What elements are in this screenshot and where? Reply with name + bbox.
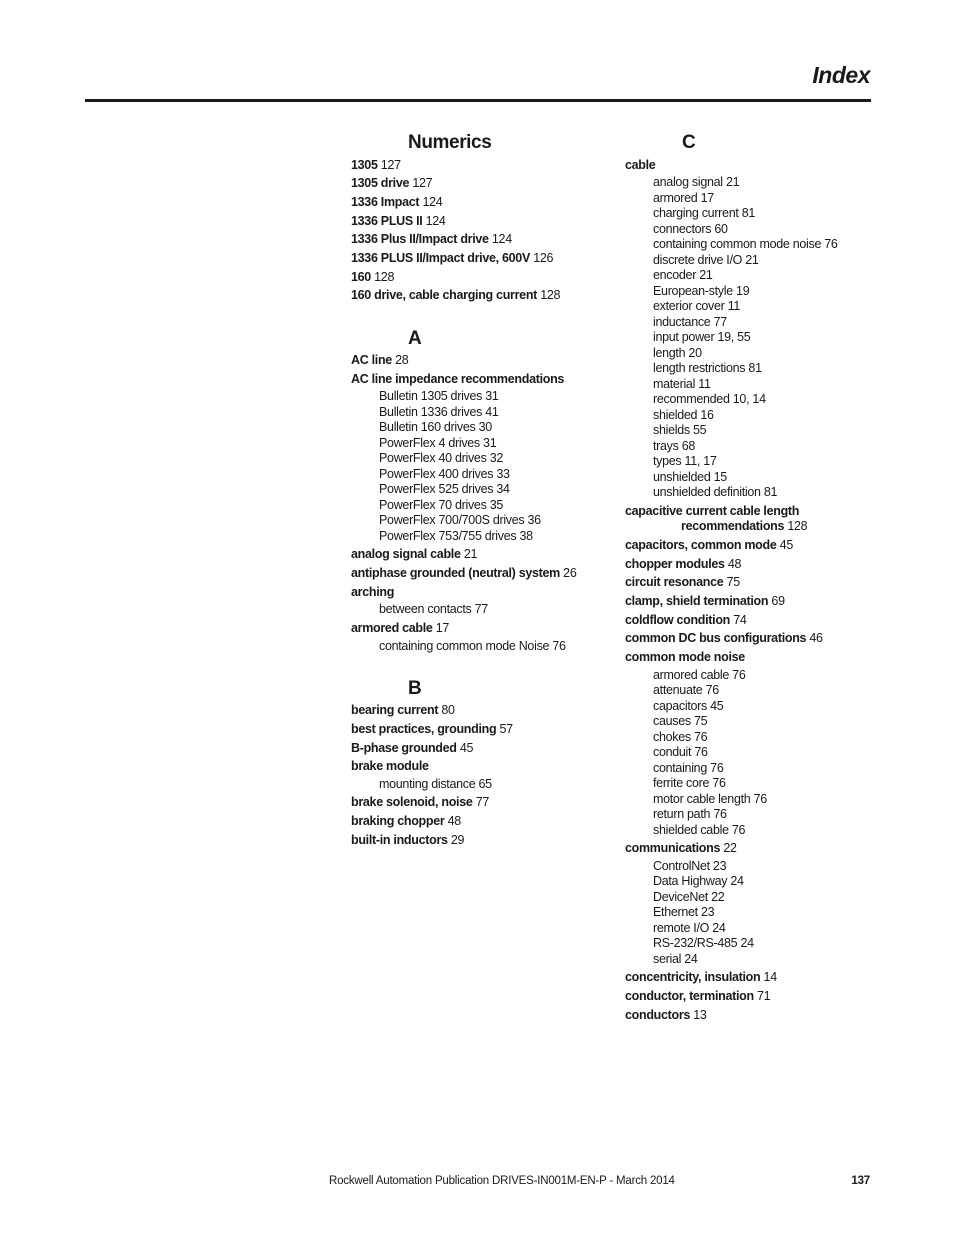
entry-term: AC line impedance recommendations bbox=[351, 371, 565, 386]
subentry: discrete drive I/O 21 bbox=[653, 252, 759, 267]
subentry: length 20 bbox=[653, 345, 702, 360]
subentry: capacitors 45 bbox=[653, 698, 724, 713]
index-entry bbox=[351, 583, 601, 619]
entry-pages: 75 bbox=[726, 575, 740, 590]
entry-pages: 22 bbox=[723, 841, 737, 856]
index-section bbox=[351, 130, 601, 306]
subentry: ferrite core 76 bbox=[653, 776, 726, 791]
subentry: input power 19, 55 bbox=[653, 330, 751, 345]
entry-term: antiphase grounded (neutral) system bbox=[351, 566, 560, 581]
index-entry bbox=[351, 156, 601, 175]
subentry: European-style 19 bbox=[653, 283, 750, 298]
subentry: conduit 76 bbox=[653, 745, 708, 760]
index-entry bbox=[351, 739, 601, 758]
subentry-list bbox=[351, 602, 601, 618]
index-entry bbox=[351, 249, 601, 268]
subentry: trays 68 bbox=[653, 438, 696, 453]
index-entry bbox=[625, 969, 875, 988]
entry-pages: 46 bbox=[809, 631, 823, 646]
index-entry bbox=[351, 231, 601, 250]
index-entry bbox=[625, 840, 875, 969]
subentry: motor cable length 76 bbox=[653, 791, 767, 806]
entry-pages: 128 bbox=[374, 269, 395, 284]
subentry: unshielded definition 81 bbox=[653, 485, 778, 500]
subentry-list bbox=[351, 389, 601, 544]
entry-term: 1336 PLUS II/Impact drive, 600V bbox=[351, 251, 530, 266]
index-column-left bbox=[351, 130, 601, 870]
entry-term: analog signal cable bbox=[351, 547, 461, 562]
subentry: remote I/O 24 bbox=[653, 920, 726, 935]
subentry: PowerFlex 40 drives 32 bbox=[379, 451, 504, 466]
entry-pages: 28 bbox=[395, 353, 409, 368]
entry-pages: 126 bbox=[533, 251, 554, 266]
footer-page-number: 137 bbox=[851, 1175, 870, 1187]
entry-term: braking chopper bbox=[351, 814, 445, 829]
header-rule bbox=[85, 99, 871, 102]
index-entry bbox=[351, 370, 601, 546]
footer-publication: Rockwell Automation Publication DRIVES-IN001M-EN-P - March 2014 bbox=[329, 1175, 675, 1187]
entry-pages: 48 bbox=[727, 556, 742, 571]
entry-term: brake module bbox=[351, 759, 429, 774]
entry-term: 1305 drive bbox=[351, 176, 410, 191]
subentry: serial 24 bbox=[653, 951, 698, 966]
subentry: shielded 16 bbox=[653, 407, 714, 422]
entry-term: conductor, termination bbox=[625, 989, 754, 1004]
entry-term: common mode noise bbox=[625, 650, 745, 665]
entry-pages: 21 bbox=[463, 547, 478, 562]
entry-pages: 45 bbox=[779, 537, 793, 552]
entry-pages: 74 bbox=[733, 612, 747, 627]
subentry: containing 76 bbox=[653, 760, 724, 775]
entry-term: chopper modules bbox=[625, 556, 725, 571]
subentry-list bbox=[625, 175, 875, 501]
entry-pages: 77 bbox=[475, 795, 490, 810]
entry-term: armored cable bbox=[351, 621, 433, 636]
entry-pages: 13 bbox=[693, 1007, 707, 1022]
page-title: Index bbox=[812, 62, 870, 88]
subentry: Ethernet 23 bbox=[653, 905, 715, 920]
index-column-right bbox=[625, 130, 875, 1045]
subentry: armored cable 76 bbox=[653, 667, 746, 682]
subentry: connectors 60 bbox=[653, 221, 728, 236]
subentry: containing common mode Noise 76 bbox=[379, 638, 566, 653]
subentry: shields 55 bbox=[653, 423, 707, 438]
subentry: DeviceNet 22 bbox=[653, 889, 725, 904]
subentry: Bulletin 160 drives 30 bbox=[379, 420, 492, 435]
subentry: charging current 81 bbox=[653, 206, 756, 221]
entry-term: capacitive current cable length bbox=[625, 503, 800, 518]
entry-pages: 45 bbox=[459, 740, 474, 755]
index-entry bbox=[625, 1006, 875, 1025]
entry-pages: 57 bbox=[499, 721, 513, 736]
index-entry bbox=[625, 156, 875, 502]
subentry-list bbox=[351, 639, 601, 655]
index-section bbox=[625, 130, 875, 1025]
subentry: PowerFlex 70 drives 35 bbox=[379, 497, 504, 512]
entry-term: B-phase grounded bbox=[351, 740, 457, 755]
entry-term: 1305 bbox=[351, 157, 378, 172]
index-entry bbox=[625, 630, 875, 649]
index-entry bbox=[625, 555, 875, 574]
index-entry bbox=[351, 352, 601, 371]
subentry: Data Highway 24 bbox=[653, 874, 744, 889]
subentry: attenuate 76 bbox=[653, 683, 719, 698]
subentry: PowerFlex 753/755 drives 38 bbox=[379, 528, 533, 543]
section-letter: Numerics bbox=[408, 132, 492, 153]
entry-term: coldflow condition bbox=[625, 612, 731, 627]
entry-term: 1336 Impact bbox=[351, 194, 420, 209]
subentry: mounting distance 65 bbox=[379, 776, 492, 791]
subentry: PowerFlex 700/700S drives 36 bbox=[379, 513, 541, 528]
index-entry bbox=[625, 611, 875, 630]
entry-pages: 26 bbox=[563, 566, 577, 581]
index-entry bbox=[351, 212, 601, 231]
subentry-list bbox=[625, 859, 875, 968]
subentry: PowerFlex 4 drives 31 bbox=[379, 435, 497, 450]
subentry: inductance 77 bbox=[653, 314, 727, 329]
subentry: chokes 76 bbox=[653, 729, 708, 744]
subentry: shielded cable 76 bbox=[653, 822, 746, 837]
index-section bbox=[351, 676, 601, 850]
entry-term: 1336 Plus II/Impact drive bbox=[351, 232, 489, 247]
index-entry bbox=[625, 574, 875, 593]
index-entry bbox=[625, 592, 875, 611]
entry-term: arching bbox=[351, 584, 395, 599]
entry-pages: 127 bbox=[380, 157, 401, 172]
index-entry bbox=[351, 619, 601, 655]
subentry: exterior cover 11 bbox=[653, 299, 741, 314]
entry-pages: 128 bbox=[540, 288, 561, 303]
section-letter: A bbox=[408, 327, 422, 349]
index-entry bbox=[351, 546, 601, 565]
entry-term: brake solenoid, noise bbox=[351, 795, 473, 810]
entry-term: built-in inductors bbox=[351, 832, 448, 847]
index-entry bbox=[625, 536, 875, 555]
index-entry bbox=[351, 702, 601, 721]
entry-pages: 29 bbox=[450, 832, 465, 847]
index-entry bbox=[625, 649, 875, 840]
subentry: armored 17 bbox=[653, 190, 714, 205]
entry-term: communications bbox=[625, 841, 721, 856]
subentry: ControlNet 23 bbox=[653, 858, 727, 873]
index-entry bbox=[351, 831, 601, 850]
index-entry bbox=[625, 502, 875, 536]
section-letter: B bbox=[408, 677, 422, 699]
entry-pages: 124 bbox=[425, 213, 446, 228]
entry-pages: 128 bbox=[787, 519, 808, 534]
entry-pages: 124 bbox=[422, 194, 443, 209]
subentry: containing common mode noise 76 bbox=[653, 237, 838, 252]
index-entry bbox=[351, 813, 601, 832]
entry-term: 160 bbox=[351, 269, 371, 284]
entry-term: concentricity, insulation bbox=[625, 970, 761, 985]
entry-pages: 14 bbox=[763, 970, 777, 985]
entry-term: common DC bus configurations bbox=[625, 631, 807, 646]
subentry-list bbox=[351, 777, 601, 793]
entry-pages: 48 bbox=[447, 814, 461, 829]
index-entry bbox=[351, 287, 601, 306]
subentry: unshielded 15 bbox=[653, 469, 727, 484]
entry-term-continued bbox=[625, 519, 807, 533]
entry-term: conductors bbox=[625, 1007, 691, 1022]
subentry: PowerFlex 400 drives 33 bbox=[379, 466, 510, 481]
entry-pages: 124 bbox=[491, 232, 512, 247]
entry-term-continuation: recommendations bbox=[681, 519, 785, 534]
entry-term: 1336 PLUS II bbox=[351, 213, 423, 228]
entry-term: bearing current bbox=[351, 703, 439, 718]
index-entry bbox=[351, 794, 601, 813]
subentry: types 11, 17 bbox=[653, 454, 717, 469]
subentry: RS-232/RS-485 24 bbox=[653, 936, 754, 951]
subentry: between contacts 77 bbox=[379, 602, 488, 617]
subentry: length restrictions 81 bbox=[653, 361, 762, 376]
subentry: analog signal 21 bbox=[653, 175, 740, 190]
entry-pages: 69 bbox=[771, 594, 785, 609]
subentry: material 11 bbox=[653, 376, 711, 391]
index-entry bbox=[351, 193, 601, 212]
subentry: Bulletin 1305 drives 31 bbox=[379, 389, 499, 404]
subentry: return path 76 bbox=[653, 807, 727, 822]
index-entry bbox=[351, 268, 601, 287]
section-letter: C bbox=[682, 132, 696, 153]
index-entry bbox=[351, 720, 601, 739]
entry-pages: 71 bbox=[757, 989, 771, 1004]
index-entry bbox=[351, 565, 601, 584]
subentry: encoder 21 bbox=[653, 268, 713, 283]
index-entry bbox=[351, 758, 601, 794]
subentry: Bulletin 1336 drives 41 bbox=[379, 404, 499, 419]
subentry-list bbox=[625, 668, 875, 839]
entry-pages: 80 bbox=[441, 703, 455, 718]
subentry: PowerFlex 525 drives 34 bbox=[379, 482, 510, 497]
entry-term: AC line bbox=[351, 353, 392, 368]
subentry: causes 75 bbox=[653, 714, 708, 729]
entry-term: circuit resonance bbox=[625, 575, 724, 590]
entry-pages: 127 bbox=[412, 176, 433, 191]
subentry: recommended 10, 14 bbox=[653, 392, 766, 407]
entry-term: 160 drive, cable charging current bbox=[351, 288, 538, 303]
entry-term: capacitors, common mode bbox=[625, 537, 777, 552]
index-section bbox=[351, 326, 601, 656]
index-entry bbox=[625, 988, 875, 1007]
index-entry bbox=[351, 175, 601, 194]
entry-term: best practices, grounding bbox=[351, 721, 497, 736]
entry-term: cable bbox=[625, 157, 656, 172]
entry-term: clamp, shield termination bbox=[625, 594, 769, 609]
entry-pages: 17 bbox=[435, 621, 450, 636]
